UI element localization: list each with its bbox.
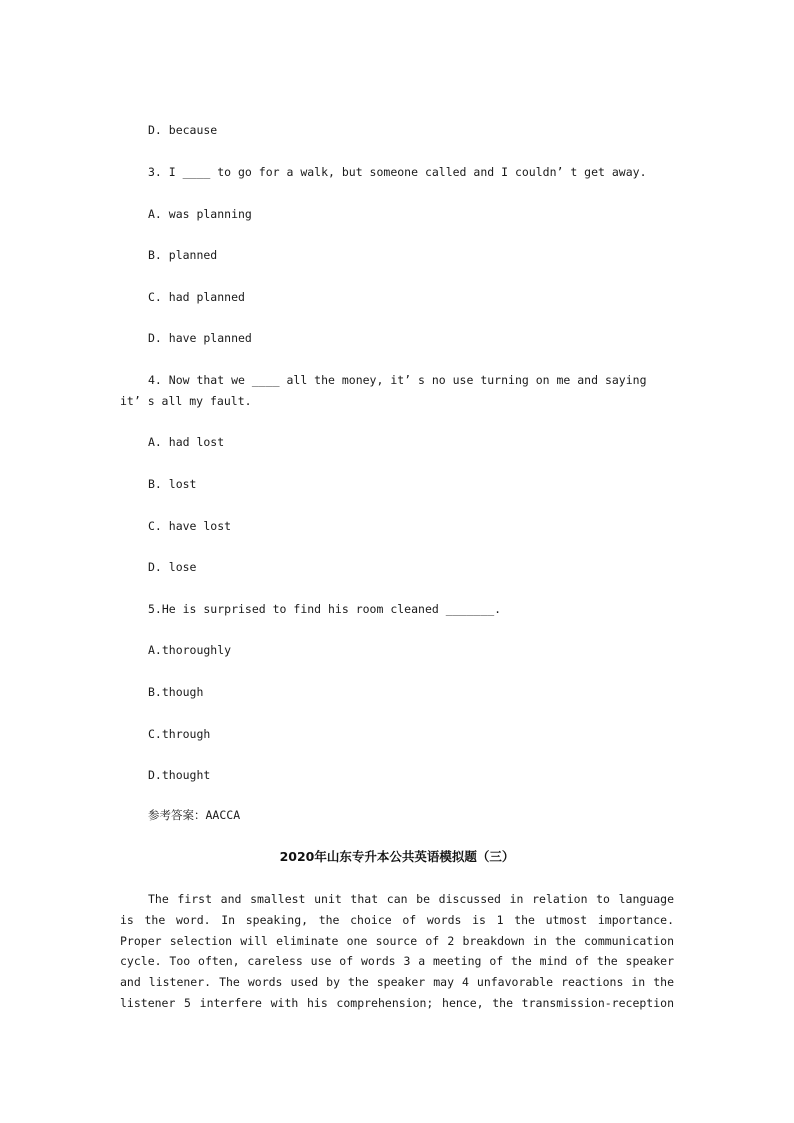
question-5-stem: 5.He is surprised to find his room cleaned _______. bbox=[148, 602, 502, 616]
passage-line: listener 5 interfere with his comprehension; hence, the transmission-reception bbox=[120, 995, 674, 1010]
answer-key bbox=[148, 808, 240, 822]
question-5-option-c: C.through bbox=[148, 727, 211, 741]
section-title: 2020年山东专升本公共英语模拟题（三） bbox=[279, 849, 515, 864]
passage-line: The first and smallest unit that can be discussed in relation to language bbox=[148, 892, 674, 906]
question-3-option-c: C. had planned bbox=[148, 290, 245, 304]
question-4-option-c: C. have lost bbox=[148, 519, 232, 533]
question-4-stem-line-1: 4. Now that we ____ all the money, it’ s no use turning on me and saying bbox=[148, 373, 647, 387]
question-3-option-a: A. was planning bbox=[148, 207, 252, 221]
passage-line: Proper selection will eliminate one source of 2 breakdown in the communication bbox=[120, 933, 674, 948]
answer-key-label: 参考答案： bbox=[148, 808, 206, 822]
question-4-option-d: D. lose bbox=[148, 560, 197, 574]
passage-line: and listener. The words used by the speaker may 4 unfavorable reactions in the bbox=[120, 975, 674, 990]
question-4-stem-line-2: it’ s all my fault. bbox=[120, 394, 252, 408]
passage-line: cycle. Too often, careless use of words 3 a meeting of the mind of the speaker bbox=[120, 954, 674, 969]
reading-passage bbox=[120, 889, 674, 1014]
passage-line: is the word. In speaking, the choice of words is 1 the utmost importance. bbox=[120, 912, 674, 927]
question-3-stem: 3. I ____ to go for a walk, but someone called and I couldn’ t get away. bbox=[148, 165, 647, 179]
question-4-option-a: A. had lost bbox=[148, 435, 225, 449]
question-2-option-d: D. because bbox=[148, 123, 218, 137]
question-5-option-a: A.thoroughly bbox=[148, 643, 232, 657]
question-3-option-d: D. have planned bbox=[148, 331, 252, 345]
question-5-option-b: B.though bbox=[148, 685, 204, 699]
question-4-option-b: B. lost bbox=[148, 477, 197, 491]
question-5-option-d: D.thought bbox=[148, 768, 211, 782]
question-3-option-b: B. planned bbox=[148, 248, 218, 262]
answer-key-value: AACCA bbox=[205, 808, 241, 822]
